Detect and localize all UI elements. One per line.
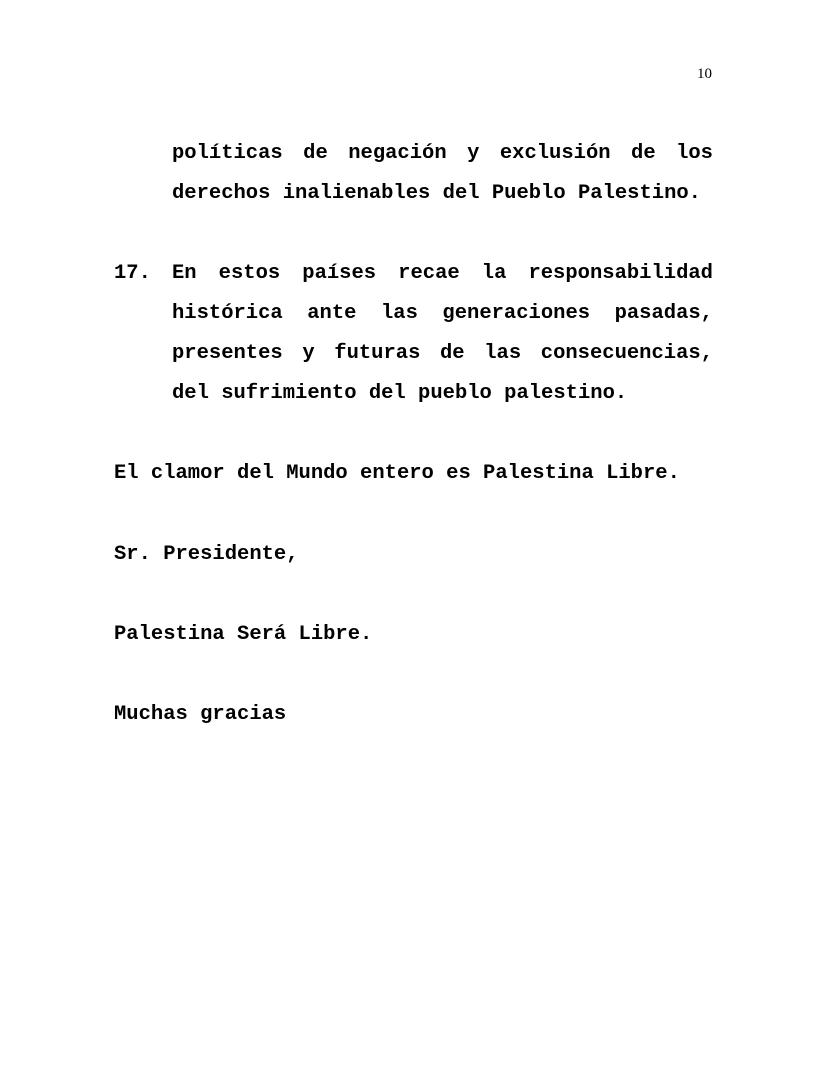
paragraph-line: políticas de negación y exclusión de los [172, 142, 713, 165]
paragraph-line: En estos países recae la responsabilidad [172, 262, 713, 285]
thanks-line: Muchas gracias [114, 703, 287, 726]
paragraph-line: presentes y futuras de las consecuencias, [172, 342, 713, 365]
declaration-line: Palestina Será Libre. [114, 623, 373, 646]
paragraph-line: histórica ante las generaciones pasadas, [172, 302, 713, 325]
continued-paragraph [172, 134, 713, 214]
page-number: 10 [697, 66, 712, 82]
item-number: 17. [114, 262, 151, 285]
item-17-paragraph [172, 254, 713, 414]
clamor-statement: El clamor del Mundo entero es Palestina Libre. [114, 462, 680, 485]
paragraph-line: del sufrimiento del pueblo palestino. [172, 382, 628, 405]
paragraph-line: derechos inalienables del Pueblo Palestino. [172, 182, 701, 205]
address-line: Sr. Presidente, [114, 543, 299, 566]
